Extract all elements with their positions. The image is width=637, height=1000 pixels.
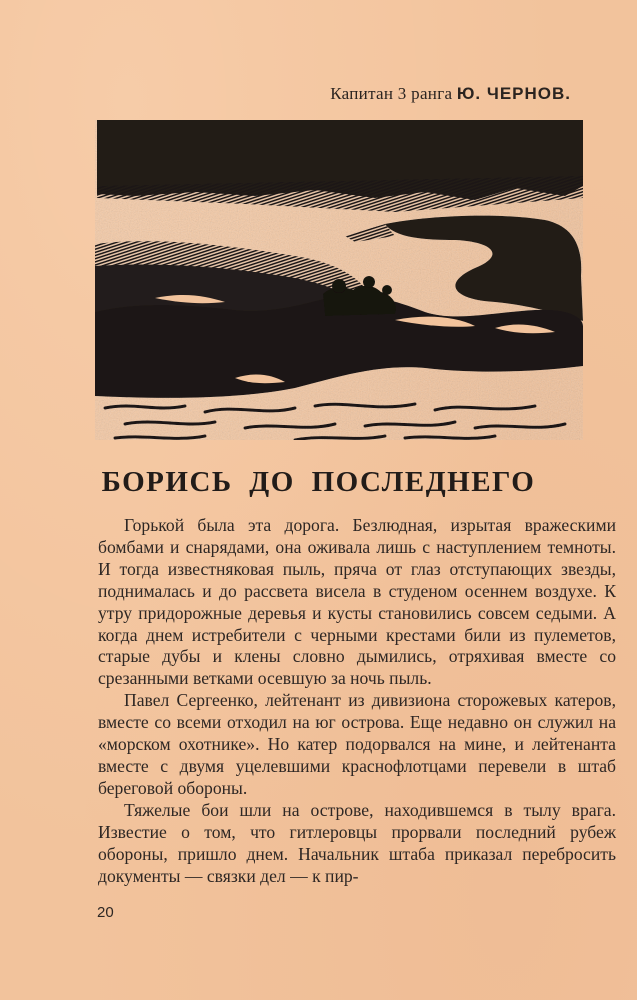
- paragraph: Горькой была эта дорога. Безлюдная, изрытая вражескими бомбами и снарядами, она оживала лишь с наступлением темноты. И тогда известняковая пыль, пряча от глаз отступающих звезды, поднималась и до рассвета висела в студеном осеннем воздухе. К утру придорожные деревья и кусты становились совсем седыми. А когда днем истребители с черными крестами били из пулеметов, старые дубы и клены словно дымились, отряхивая вместе со срезанными ветками осевшую за ночь пыль.: [98, 515, 616, 689]
- article-title: БОРИСЬ ДО ПОСЛЕДНЕГО: [101, 466, 536, 498]
- author-name: Ю. ЧЕРНОВ.: [456, 84, 571, 103]
- page-number: 20: [97, 904, 114, 921]
- byline: [330, 84, 571, 104]
- sea-storm-illustration: [95, 116, 590, 446]
- paragraph: Павел Сергеенко, лейтенант из дивизиона сторожевых катеров, вместе со всеми отходил на юг острова. Еще недавно он служил на «морском охотнике». Но катер подорвался на мине, и лейтенанта вместе с двумя уцелевшими краснофлотцами перевели в штаб береговой обороны.: [98, 690, 616, 798]
- author-rank: Капитан 3 ранга: [330, 84, 453, 103]
- paragraph: Тяжелые бои шли на острове, находившемся в тылу врага. Известие о том, что гитлеровцы прорвали последний рубеж обороны, пришло днем. Начальник штаба приказал перебросить документы — связки дел — к пир-: [98, 799, 616, 886]
- article-body: [98, 515, 616, 887]
